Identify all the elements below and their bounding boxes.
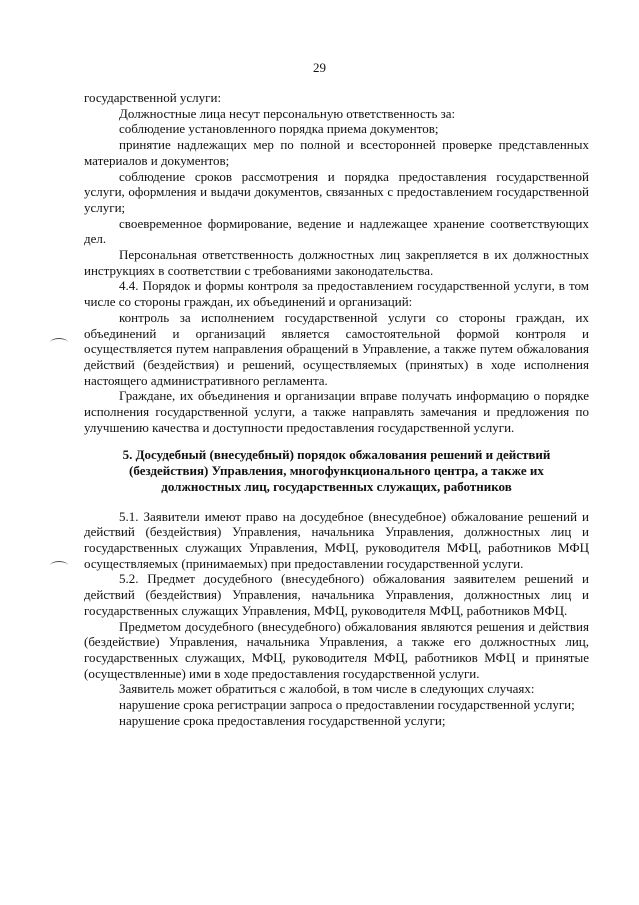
paragraph: государственной услуги: (84, 90, 222, 105)
paragraph: 5.2. Предмет досудебного (внесудебного) обжалования заявителем решений и действий (бездействия) Управления, начальника Управления, должностных лиц и государственных служащих Управления, МФЦ, руководителя МФЦ, работников МФЦ. (84, 571, 589, 618)
paragraph: Граждане, их объединения и организации вправе получать информацию о порядке исполнения государственной услуги, а также направлять замечания и предложения по улучшению качества и доступности предоставления государственной услуги. (84, 388, 589, 435)
paragraph: контроль за исполнением государственной услуги со стороны граждан, их объединений и организаций является самостоятельной формой контроля и осуществляется путем направления обращений в Управление, а также путем обжалования действий (бездействия) и решений, осуществляемых (принятых) в ходе исполнения настоящего административного регламента. (84, 309, 589, 388)
paragraph: своевременное формирование, ведение и надлежащее хранение соответствующих дел. (84, 215, 589, 247)
paragraph: Персональная ответственность должностных лиц закрепляется в их должностных инструкциях в соответствии с требованиями законодательства. (84, 247, 589, 278)
section-heading: 5. Досудебный (внесудебный) порядок обжалования решений и действий (бездействия) Управления, многофункционального центра, а также их должностных лиц, государственных служащих, работников (122, 447, 551, 494)
page-number: 29 (313, 60, 326, 75)
paragraph: Предметом досудебного (внесудебного) обжалования являются решения и действия (бездействие) Управления, начальника Управления, а также его должностных лиц, государственных служащих, МФЦ, руководителя МФЦ, работников МФЦ и принятые (осуществленные) ими в ходе предоставления государственной услуги. (84, 618, 589, 681)
paragraph: 4.4. Порядок и формы контроля за предоставлением государственной услуги, в том числе со стороны граждан, их объединений и организаций: (84, 278, 589, 310)
paragraph: соблюдение сроков рассмотрения и порядка предоставления государственной услуги, оформления и выдачи документов, связанных с предоставлением государственной услуги; (84, 168, 589, 215)
margin-pencil-mark (50, 338, 68, 347)
paragraph: Заявитель может обратиться с жалобой, в том числе в следующих случаях: (119, 681, 535, 697)
paragraph: принятие надлежащих мер по полной и всесторонней проверке представленных материалов и документов; (84, 137, 589, 168)
paragraph: 5.1. Заявители имеют право на досудебное (внесудебное) обжалование решений и действий (бездействия) Управления, начальника Управления, должностных лиц и государственных служащих Управления, МФЦ, руководителя МФЦ, работников МФЦ осуществляемых (принимаемых) при предоставлении государственной услуги. (84, 508, 589, 571)
paragraph: соблюдение установленного порядка приема документов; (119, 121, 439, 137)
paragraph: нарушение срока регистрации запроса о предоставлении государственной услуги; (119, 697, 575, 713)
margin-pencil-mark (50, 561, 68, 570)
document-body (84, 90, 589, 728)
paragraph: нарушение срока предоставления государственной услуги; (119, 712, 446, 728)
paragraph: Должностные лица несут персональную ответственность за: (119, 105, 456, 121)
